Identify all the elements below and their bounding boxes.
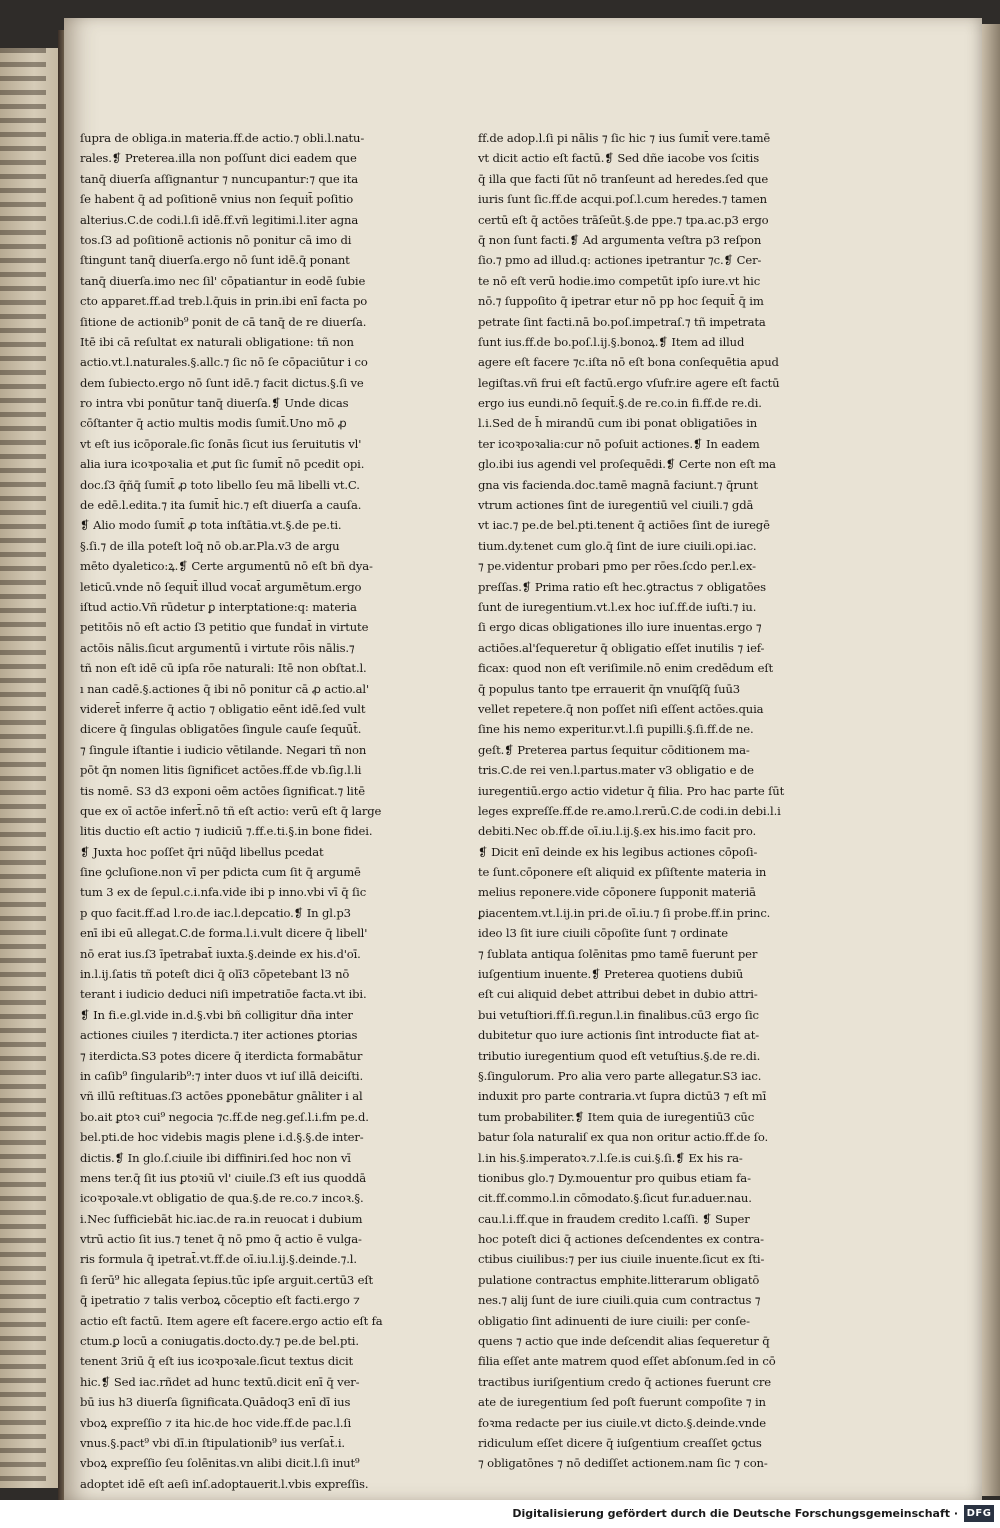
text-line: filia eſſet ante matrem quod eſſet abſonum.ſed in cō (478, 1354, 776, 1369)
text-line: cto apparet.ff.ad treb.l.q̄uis in prin.ibi enī facta po (80, 294, 368, 309)
text-line: videret̄ inferre q̄ actio ⁊ obligatio eēnt idē.ſed vult (80, 701, 366, 716)
text-line: ⁊ ſingule iſtantie i iudicio vētilande. Negari tñ non (80, 742, 367, 757)
text-line: cōſtanter q̄ actio multis modis ſumit̄.Uno mō ꝓ (80, 416, 347, 431)
text-line: dubitetur quo iure actionis ſint introducte fiat at- (478, 1028, 759, 1043)
text-line: ficax: quod non eſt veriſimile.nō enim credēdum eſt (478, 661, 773, 676)
page-edge (982, 24, 1000, 1496)
text-line: tanq̄ diuerſa aſſignantur ⁊ nuncupantur:⁊ que ita (80, 171, 359, 186)
text-line: vboꝝ expreſſio ſeu ſolēnitas.vn alibi dicit.l.ſi inut⁹ (80, 1456, 360, 1471)
text-line: tractibus iuriſgentium credo q̄ actiones fuerunt cre (478, 1374, 771, 1389)
text-line: vtrum actiones ſint de iuregentiū vel ciuili.⁊ gdā (478, 498, 754, 513)
text-line: nō erat ius.ſ3 īpetrabat̄ iuxta.§.deinde ex his.d'oī. (80, 946, 361, 961)
text-line: pōt q̄n nomen litis ſignificet actōes.ff.de vb.ſig.l.li (80, 763, 362, 778)
text-line: tris.C.de rei ven.l.partus.mater v3 obligatio e de (478, 763, 754, 778)
text-line: ſupra de obliga.in materia.ff.de actio.⁊ obli.l.natu- (80, 131, 365, 145)
text-line: cau.l.i.ff.que in fraudem credito l.caſſi. ❡ Super (478, 1211, 750, 1226)
text-line: leges expreſſe.ff.de re.amo.l.rerū.C.de codi.in debi.l.i (478, 803, 781, 818)
text-line: terant i iudicio deduci niſi impetratiōe facta.vt ibi. (80, 987, 367, 1002)
text-line: dictis.❡ In glo.ſ.ciuile ibi diffiniri.ſed hoc non vī (80, 1150, 351, 1165)
text-line: tanq̄ diuerſa.imo nec ſil' cōpatiantur in eodē ſubie (80, 273, 366, 288)
text-line: q̄ populus tanto tpe errauerit q̄n vnuſq̄ſq̄ ſuū3 (478, 681, 740, 696)
text-line: te nō eſt verū hodie.imo competūt ipſo iure.vt hic (478, 273, 761, 288)
text-line: ❡ In fi.e.gl.vide in.d.§.vbi bñ colligitur dña inter (80, 1007, 353, 1022)
text-line: bū ius h3 diuerſa ſignificata.Quādoq3 enī dī ius (80, 1395, 351, 1410)
text-line: melius reponere.vide cōponere ſupponit materiā (478, 885, 756, 900)
text-line: l.i.Sed de h̄ mirandū cum ibi ponat obligatiōes in (478, 416, 758, 431)
text-line: tñ non eſt idē cū ipſa rōe naturali: Itē non obſtat.l. (80, 661, 367, 676)
text-line: dicere q̄ ſingulas obligatōes ſingule cauſe ſequūt̄. (80, 722, 362, 737)
text-line: litis ductio eſt actio ⁊ iudiciū ⁊.ff.e.ti.§.in bone fidei. (80, 824, 373, 839)
text-line: iuſgentium inuente.❡ Preterea quotiens dubiū (478, 967, 744, 982)
text-line: ſi ſerū⁹ hic allegata ſepius.tūc ipſe arguit.certū3 eſt (80, 1272, 374, 1287)
text-line: ⁊ obligatōnes ⁊ nō dediſſet actionem.nam ſic ⁊ con- (478, 1456, 768, 1471)
text-line: iſtud actio.Vñ rūdetur ꝑ interptatione:q: materia (80, 599, 357, 614)
text-line: l.in his.§.imperatoꝛ.⁊.l.ſe.is cui.§.ſi.❡ Ex his ra- (478, 1150, 743, 1165)
text-line: glo.ibi ius agendi vel proſequēdi.❡ Certe non eſt ma (478, 457, 776, 472)
text-line: gna vis facienda.doc.tamē magnā faciunt.⁊ q̄runt (478, 477, 758, 492)
text-line: ⁊ pe.videntur probari pmo per rōes.ſcdo per.l.ex- (478, 559, 756, 574)
funding-notice: Digitalisierung gefördert durch die Deutsche Forschungsgemeinschaft · (512, 1507, 958, 1520)
text-line: ſine his nemo experitur.vt.l.ſi pupilli.§.ſi.ff.de ne. (478, 722, 754, 737)
text-line: tium.dy.tenet cum glo.q̄ ſint de iure ciuili.opi.iac. (478, 538, 757, 553)
text-line: ter icoꝛpoꝛalia:cur nō poſuit actiones.❡ In eadem (478, 436, 760, 451)
text-line: induxit pro parte contraria.vt ſupra dictū3 ⁊ eſt mī (478, 1089, 767, 1104)
left-page-fragment (0, 48, 62, 1488)
text-line: ctum.ꝑ locū a coniugatis.docto.dy.⁊ pe.de bel.pti. (80, 1334, 359, 1349)
text-line: q̄ non ſunt facti.❡ Ad argumenta veſtra p3 reſpon (478, 232, 762, 247)
text-line: tos.ſ3 ad poſitionē actionis nō ponitur cā imo di (80, 232, 352, 247)
text-line: ⁊ iterdicta.S3 potes dicere q̄ iterdicta formabātur (80, 1048, 363, 1063)
text-line: vt eſt ius icōporale.ſic ſonās ſicut ius ſeruitutis vl' (80, 436, 362, 451)
text-line: in caſib⁹ ſingularib⁹:⁊ inter duos vt iuſ illā deiciſti. (80, 1068, 363, 1083)
text-line: tenent 3riū q̄ eſt ius icoꝛpoꝛale.ſicut textus dicit (80, 1354, 354, 1369)
text-line: vñ illū reſtituas.ſ3 actōes ꝑponebātur gnāliter i al (80, 1089, 363, 1104)
text-line: nō.⁊ ſuppoſito q̄ ipetrar etur nō pp hoc ſequit̄ q̄ im (478, 294, 764, 309)
text-line: in.l.ij.ſatis tñ poteſt dici q̄ olī3 cōpetebant l3 nō (80, 967, 350, 982)
text-line: actōis nālis.ſicut argumentū i virtute rōis nālis.⁊ (80, 640, 355, 655)
text-line: iuris ſunt ſic.ff.de acqui.poſ.l.cum heredes.⁊ tamen (478, 192, 767, 207)
text-line: ꝑiacentem.vt.l.ij.in pri.de oī.iu.⁊ ſi probe.ff.in princ. (478, 905, 771, 920)
digitization-footer (0, 1500, 1000, 1528)
text-line: agere eſt facere ⁊c.iſta nō eſt bona conſequētia apud (478, 355, 779, 370)
text-line: obligatio ſint adinuenti de iure ciuili: per conſe- (478, 1313, 750, 1328)
text-line: adoptet idē eſt aeſi inſ.adoptauerit.l.vbis expreſſis. (80, 1476, 369, 1491)
text-line: tum probabiliter.❡ Item quia de iuregentiū3 cūc (478, 1109, 755, 1124)
text-line: ſtingunt tanq̄ diuerſa.ergo nō ſunt idē.q̄ ponant (80, 253, 350, 268)
text-line: icoꝛpoꝛale.vt obligatio de qua.§.de re.co.⁊ incoꝛ.§. (80, 1191, 364, 1206)
text-line: ate de iuregentium ſed poſt fuerunt compoſite ⁊ in (478, 1395, 766, 1410)
text-line: foꝛma redacte per ius ciuile.vt dicto.§.deinde.vnde (478, 1415, 766, 1430)
text-line: bui vetuſtiori.ff.ſi.regun.l.in finalibus.cū3 ergo ſic (478, 1007, 759, 1022)
text-line: debiti.Nec ob.ff.de oī.iu.l.ij.§.ex his.imo facit pro. (478, 824, 756, 839)
text-line: §.ſi.⁊ de illa poteſt loq̄ nō ob.ar.Pla.v3 de argu (80, 538, 340, 553)
text-line: te ſunt.cōponere eſt aliquid ex pſiſtente materia in (478, 865, 767, 880)
text-line: ideo l3 ſit iure ciuili cōpoſite ſunt ⁊ ordinate (478, 926, 728, 941)
text-line: de edē.l.edita.⁊ ita ſumit̄ hic.⁊ eſt diuerſa a cauſa. (80, 498, 362, 513)
text-line: ris formula q̄ ipetrat̄.vt.ff.de oī.iu.l.ij.§.deinde.⁊.l. (80, 1252, 357, 1267)
text-line: preſſas.❡ Prima ratio eſt hec.ꝯtractus ⁊ obligatōes (478, 579, 766, 594)
text-line: alia iura icoꝛpoꝛalia et ꝓut ſic ſumit̄ nō pcedit opi. (80, 457, 365, 472)
text-line: ſe habent q̄ ad poſitionē vnius non ſequit̄ poſitio (80, 192, 354, 207)
text-line: enī ibi eū allegat.C.de forma.l.i.vult dicere q̄ libell' (80, 926, 368, 941)
text-line: que ex oī actōe infert̄.nō tñ eſt actio: verū eſt q̄ large (80, 803, 382, 818)
dfg-logo: DFG (964, 1505, 994, 1522)
text-line: vnus.§.pact⁹ vbi dī.in ſtipulationib⁹ ius verſat̄.i. (80, 1436, 345, 1450)
text-line: p quo facit.ff.ad l.ro.de iac.l.depcatio.❡ In gl.p3 (80, 905, 351, 920)
text-line: iuregentiū.ergo actio videtur q̄ filia. Pro hac parte ſūt (478, 783, 785, 798)
text-line: pulatione contractus emphite.litterarum obligatō (478, 1272, 760, 1287)
text-line: nes.⁊ alij ſunt de iure ciuili.quia cum contractus ⁊ (478, 1293, 761, 1308)
left-page-text-edge (0, 48, 46, 1488)
text-line: alterius.C.de codi.l.ſi idē.ff.vñ legitimi.l.iter agna (80, 212, 359, 227)
text-line: vt iac.⁊ pe.de bel.pti.tenent q̄ actiōes ſint de iuregē (478, 518, 770, 533)
text-line: cit.ff.commo.l.in cōmodato.§.ſicut fur.aduer.nau. (478, 1191, 752, 1206)
text-line: bo.ait ꝑtoꝛ cui⁹ negocia ⁊c.ff.de neg.geſ.l.i.fm pe.d. (80, 1109, 369, 1124)
text-line: ſunt de iuregentium.vt.l.ex hoc iuſ.ff.de iuſti.⁊ iu. (478, 599, 757, 614)
text-line: ridiculum eſſet dicere q̄ iuſgentium creaſſet ꝯctus (478, 1436, 762, 1450)
text-line: bel.pti.de hoc videbis magis plene i.d.§.§.de inter- (80, 1130, 364, 1145)
text-line: Itē ibi cā reſultat ex naturali obligatione: tñ non (80, 334, 354, 349)
text-line: ❡ Juxta hoc poſſet q̄ri nūq̄d libellus pcedat (80, 844, 324, 859)
text-line: mens ter.q̄ ſit ius ꝑtoꝛiū vl' ciuile.ſ3 eſt ius quoddā (80, 1170, 366, 1185)
text-line: i.Nec ſufficiebāt hic.iac.de ra.in reuocat i dubium (80, 1211, 363, 1226)
text-line: §.ſingulorum. Pro alia vero parte allegatur.S3 iac. (478, 1068, 762, 1083)
text-line: hoc poteſt dici q̄ actiones deſcendentes ex contra- (478, 1232, 764, 1247)
text-line: legiſtas.vñ frui eſt factū.ergo vſufr.ire agere eſt factū (478, 375, 780, 390)
text-line: actio eſt factū. Item agere eſt facere.ergo actio eſt fa (80, 1313, 383, 1328)
text-line: dem ſubiecto.ergo nō ſunt idē.⁊ facit dictus.§.ſi ve (80, 375, 364, 390)
text-line: ctibus ciuilibus:⁊ per ius ciuile inuente.ſicut ex ſti- (478, 1252, 765, 1267)
text-line: ſine ꝯcluſione.non vī per pdicta cum ſit q̄ argumē (80, 865, 361, 880)
text-line: ro intra vbi ponūtur tanq̄ diuerſa.❡ Unde dicas (80, 396, 349, 411)
text-line: geſt.❡ Preterea partus ſequitur cōditionem ma- (478, 742, 750, 757)
text-line: ❡ Alio modo ſumit̄ ꝓ tota inſtātia.vt.§.de pe.ti. (80, 518, 342, 533)
text-line: ſunt ius.ff.de bo.poſ.l.ij.§.bonoꝝ.❡ Item ad illud (478, 334, 745, 349)
text-line: certū eſt q̄ actōes trāſeūt.§.de ppe.⁊ tpa.ac.p3 ergo (478, 212, 769, 227)
text-line: ⁊ ſublata antiqua ſolēnitas pmo tamē fuerunt per (478, 946, 758, 961)
text-line: tributio iuregentium quod eſt vetuſtius.§.de re.di. (478, 1048, 761, 1063)
text-line: quens ⁊ actio que inde deſcendit alias ſequeretur q̄ (478, 1334, 770, 1349)
text-line: ı nan cadē.§.actiones q̄ ibi nō ponitur cā ꝓ actio.al' (80, 681, 370, 696)
text-line: vellet repetere.q̄ non poſſet niſi eſſent actōes.quia (478, 701, 764, 716)
text-line: tis nomē. S3 d3 exponi oēm actōes ſignificat.⁊ litē (80, 783, 365, 798)
text-line: q̄ illa que facti ſūt nō tranſeunt ad heredes.ſed que (478, 171, 769, 186)
text-line: eſt cui aliquid debet attribui debet in dubio attri- (478, 987, 758, 1002)
text-line: q̄ ipetratio ⁊ talis verboꝝ cōceptio eſt facti.ergo ⁊ (80, 1293, 360, 1308)
text-line: batur ſola naturaliſ ex qua non oritur actio.ff.de ſo. (478, 1130, 769, 1145)
text-line: actio.vt.l.naturales.§.allc.⁊ ſic nō ſe cōpaciūtur i co (80, 355, 368, 370)
text-line: petitōis nō eſt actio ſ3 petitio que fundat̄ in virtute (80, 620, 369, 635)
text-line: tum 3 ex de ſepul.c.i.nfa.vide ibi p inno.vbi vī q̄ ſic (80, 885, 367, 900)
text-line: vboꝝ expreſſio ⁊ ita hic.de hoc vide.ff.de pac.l.ſi (80, 1415, 352, 1430)
left-text-column (80, 128, 410, 1494)
text-line: ſio.⁊ pmo ad illud.q: actiones ipetrantur ⁊c.❡ Cer- (478, 253, 762, 268)
text-line: tionibus glo.⁊ Dy.mouentur pro quibus etiam fa- (478, 1170, 751, 1185)
text-line: ſitione de actionib⁹ ponit de cā tanq̄ de re diuerſa. (80, 314, 367, 329)
text-line: ❡ Dicit enī deinde ex his legibus actiones cōpoſi- (478, 844, 758, 859)
text-line: ergo ius eundi.nō ſequit̄.§.de re.co.in fi.ff.de re.di. (478, 396, 762, 411)
text-line: vtrū actio ſit ius.⁊ tenet q̄ nō pmo q̄ actio ē vulga- (80, 1232, 362, 1247)
text-line: actiōes.al'ſequeretur q̄ obligatio eſſet inutilis ⁊ ief- (478, 640, 765, 655)
text-line: vt dicit actio eſt factū.❡ Sed dñe iacobe vos ſcitis (478, 151, 759, 166)
text-line: hic.❡ Sed iac.rñdet ad hunc textū.dicit enī q̄ ver- (80, 1374, 360, 1389)
text-line: leticū.vnde nō ſequit̄ illud vocat̄ argumētum.ergo (80, 579, 362, 594)
text-line: doc.ſ3 q̄ñq̄ ſumit̄ ꝓ toto libello ſeu mā libelli vt.C. (80, 477, 360, 492)
right-text-column (478, 128, 808, 1474)
text-line: ff.de adop.l.ſi pi nālis ⁊ ſic hic ⁊ ius ſumit̄ vere.tamē (478, 131, 771, 145)
text-line: rales.❡ Preterea.illa non poſſunt dici eadem que (80, 151, 357, 166)
text-line: actiones ciuiles ⁊ iterdicta.⁊ iter actiones ꝑtorias (80, 1028, 358, 1043)
text-line: petrate ſint facti.nā bo.poſ.impetraſ.⁊ tñ impetrata (478, 314, 766, 329)
text-line: mēto dyaletico:ꝝ.❡ Certe argumentū nō eſt bñ dya- (80, 559, 373, 574)
text-line: ſi ergo dicas obligationes illo iure inuentas.ergo ⁊ (478, 620, 762, 635)
